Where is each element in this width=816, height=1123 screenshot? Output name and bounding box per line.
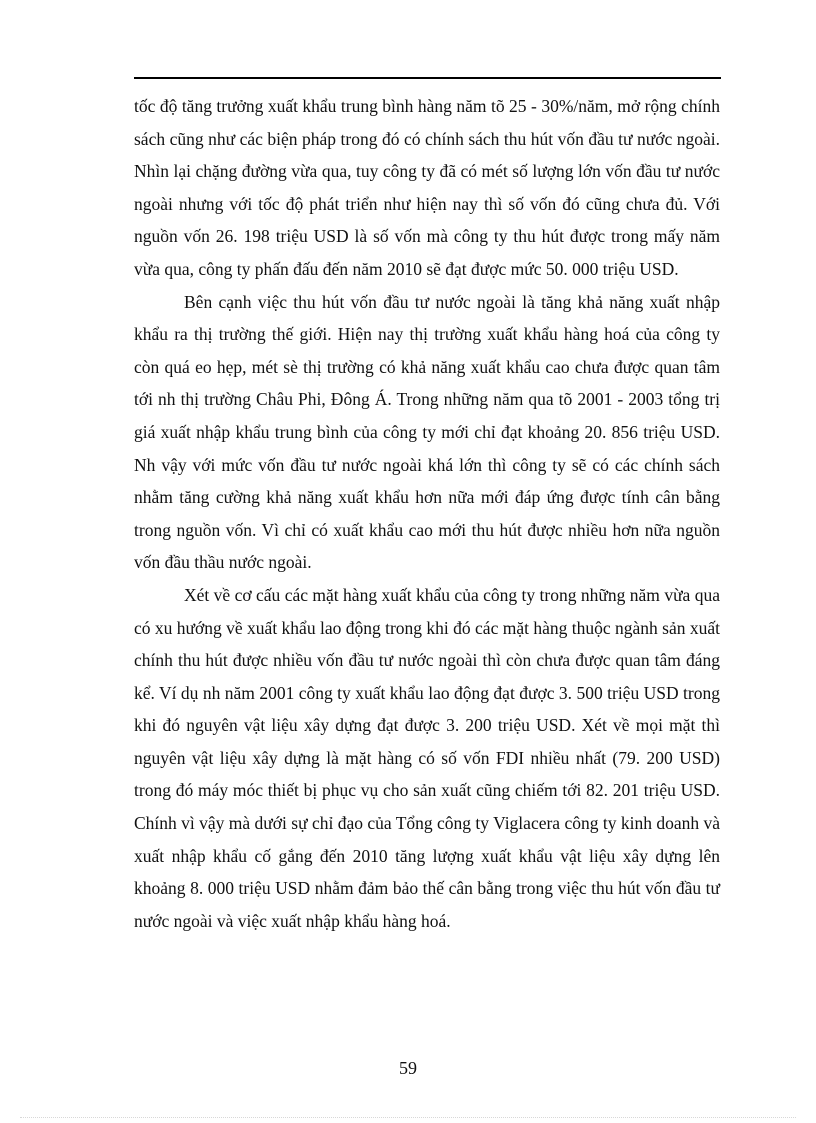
footer-dotted-border bbox=[20, 1117, 796, 1118]
paragraph-2: Bên cạnh việc thu hút vốn đầu tư nước ngoài là tăng khả năng xuất nhập khẩu ra thị trường thế giới. Hiện nay thị trường xuất khẩu hàng hoá của công ty còn quá eo hẹp, mét sè thị trường có khả năng xuất khẩu cao chưa được quan tâm tới nh thị trường Châu Phi, Đông Á. Trong những năm qua tõ 2001 - 2003 tổng trị giá xuất nhập khẩu trung bình của công ty mới chỉ đạt khoảng 20. 856 triệu USD. Nh vậy với mức vốn đầu tư nước ngoài khá lớn thì công ty sẽ có các chính sách nhằm tăng cường khả năng xuất khẩu hơn nữa mới đáp ứng được tính cân bằng trong nguồn vốn. Vì chỉ có xuất khẩu cao mới thu hút được nhiều hơn nữa nguồn vốn đầu thầu nước ngoài. bbox=[134, 291, 720, 573]
document-body bbox=[134, 90, 720, 937]
paragraph-3: Xét về cơ cấu các mặt hàng xuất khẩu của công ty trong những năm vừa qua có xu hướng về xuất khẩu lao động trong khi đó các mặt hàng thuộc ngành sản xuất chính thu hút được nhiều vốn đầu tư nước ngoài thì còn chưa được quan tâm đáng kể. Ví dụ nh năm 2001 công ty xuất khẩu lao động đạt được 3. 500 triệu USD trong khi đó nguyên vật liệu xây dựng đạt được 3. 200 triệu USD. Xét về mọi mặt thì nguyên vật liệu xây dựng là mặt hàng có số vốn FDI nhiều nhất (79. 200 USD) trong đó máy móc thiết bị phục vụ cho sản xuất cũng chiếm tới 82. 201 triệu USD. Chính vì vậy mà dưới sự chỉ đạo của Tổng công ty Viglacera công ty kinh doanh và xuất nhập khẩu cố gắng đến 2010 tăng lượng xuất khẩu vật liệu xây dựng lên khoảng 8. 000 triệu USD nhằm đảm bảo thế cân bằng trong việc thu hút vốn đầu tư nước ngoài và việc xuất nhập khẩu hàng hoá. bbox=[134, 584, 720, 931]
page-number: 59 bbox=[399, 1058, 417, 1078]
header-rule bbox=[134, 77, 721, 79]
paragraph-1: tốc độ tăng trưởng xuất khẩu trung bình hàng năm tõ 25 - 30%/năm, mở rộng chính sách cũng như các biện pháp trong đó có chính sách thu hút vốn đầu tư nước ngoài. Nhìn lại chặng đường vừa qua, tuy công ty đã có mét số lượng lớn vốn đầu tư nước ngoài nhưng với tốc độ phát triển như hiện nay thì số vốn đó cũng chưa đủ. Với nguồn vốn 26. 198 triệu USD là số vốn mà công ty thu hút được trong mấy năm vừa qua, công ty phấn đấu đến năm 2010 sẽ đạt được mức 50. 000 triệu USD. bbox=[134, 96, 720, 279]
